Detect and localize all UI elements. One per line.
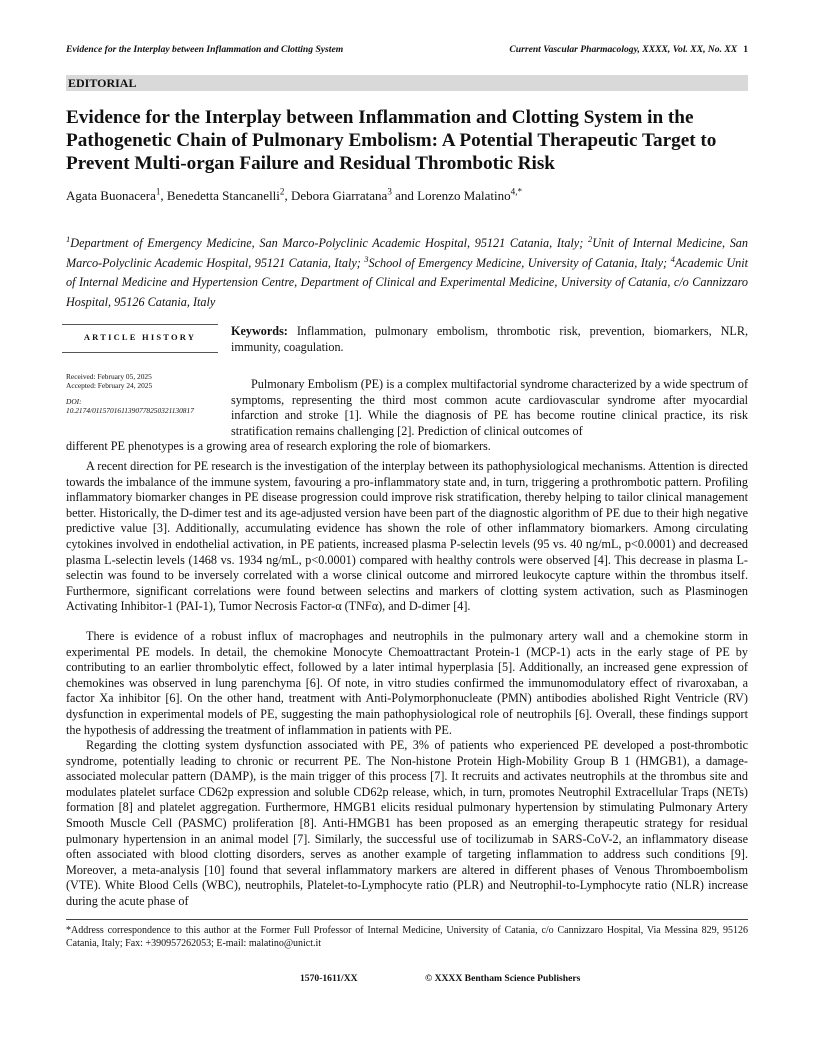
paragraph-4: Regarding the clotting system dysfunction associated with PE, 3% of patients who experienced PE developed a post-thrombotic syndrome, potentially leading to chronic or recurrent PE. The Non-histone Protein High-Mobility Group B 1 (HMGB1), a damage-associated molecular pattern (DAMP), is the main trigger of this process [7]. It recruits and activates neutrophils at the thrombus site and modulates platelet surface CD62p expression and soluble CD62p release, which, in turn, promotes Neutrophil Extracellular Traps (NETs) formation [8] and platelet aggregation. Furthermore, HMGB1 elicits residual pulmonary hypertension by stimulating Pulmonary Artery Smooth Muscle Cell (PASMC) proliferation [8]. Anti-HMGB1 has been proposed as an emerging therapeutic strategy for residual pulmonary hypertension in an animal model [7]. Similarly, the successful use of tocilizumab in SARS-CoV-2, an inflammatory disease often associated with blood clotting disorders, serves as another example of targeting inflammation to address such conditions [9]. Moreover, a meta-analysis [10] found that several inflammatory markers are altered in different phases of Venous Thromboembolism (VTE). White Blood Cells (WBC), neutrophils, Platelet-to-Lymphocyte ratio (PLR) and Neutrophil-to-Lymphocyte ratio (NLR) increase during the acute phase of xyxy=(66,738,748,908)
affiliation-mark: 1 xyxy=(66,233,71,244)
author-name: Benedetta Stancanelli xyxy=(166,188,280,203)
keywords xyxy=(231,324,748,355)
copyright: © XXXX Bentham Science Publishers xyxy=(425,973,581,984)
author-affiliation-mark: 3 xyxy=(387,186,392,197)
author-name: Lorenzo Malatino xyxy=(417,188,511,203)
accepted-date: Accepted: February 24, 2025 xyxy=(66,381,153,390)
author-name: Debora Giarratana xyxy=(290,188,388,203)
affiliation-mark: 2 xyxy=(587,233,593,244)
affiliation-text: Unit of Internal Medicine, San Marco-Polyclinic Academic Hospital, 95121 Catania, Italy; xyxy=(66,236,748,270)
keywords-text: Inflammation, pulmonary embolism, thrombotic risk, prevention, biomarkers, NLR, immunity, coagulation. xyxy=(231,324,749,354)
received-date: Received: February 05, 2025 xyxy=(66,372,152,381)
author-separator: and xyxy=(391,188,418,203)
paragraph-2: A recent direction for PE research is the investigation of the interplay between its pathophysiological mechanisms. Attention is directed towards the imbalance of the immune system, favouring a pro-inflammatory state and, in turn, triggering a prothrombotic pattern. Profiling inflammatory biomarker changes in PE disease progression could improve risk stratification, thereby helping to tailor clinical management better. Historically, the D-dimer test and its age-adjusted version have been part of the diagnostic algorithm of PE due to their high negative predictive value [3]. Additionally, accumulating evidence has shown the role of other inflammatory biomarkers. Among circulating cytokines involved in endothelial activation, in PE patients, increased plasma P-selectin levels (95 vs. 40 ng/mL, p<0.0001) and decreased plasma L-selectin levels (1468 vs. 1934 ng/mL, p<0.0001) compared with healthy controls were observed [4]. This decrease in plasma L-selectin was found to be inversely correlated with a worse clinical outcome and mirrored leukocyte capture within the thrombus itself. Furthermore, significant correlations were found between selectins and markers of clotting system activation, such as Plasminogen Activating Inhibitor-1 (PAI-1), Tumor Necrosis Factor-α (TNFα), and D-dimer [4]. xyxy=(66,459,748,614)
author-list xyxy=(66,188,748,204)
page-number: 1 xyxy=(743,44,748,55)
journal-citation: Current Vascular Pharmacology, XXXX, Vol. XX, No. XX xyxy=(509,44,738,55)
doi-label: DOI: xyxy=(66,397,82,406)
running-header-journal xyxy=(509,44,748,55)
author-separator: , xyxy=(284,188,291,203)
running-header-title: Evidence for the Interplay between Inflammation and Clotting System xyxy=(66,44,344,55)
article-title: Evidence for the Interplay between Inflammation and Clotting System in the Pathogenetic Chain of Pulmonary Embolism: A Potential Therapeutic Target to Prevent Multi-organ Failure and Residual Thrombotic Risk xyxy=(66,107,717,174)
affiliation-text: Academic Unit of Internal Medicine and Hypertension Centre, Department of Clinical and Experimental Medicine, University of Catania, c/o Cannizzaro Hospital, 95126 Catania, Italy xyxy=(66,255,748,309)
author-affiliation-mark: 4,* xyxy=(510,186,523,197)
article-history-heading: ARTICLE HISTORY xyxy=(83,332,197,342)
affiliation-mark: 4 xyxy=(670,253,675,264)
author-affiliation-mark: 2 xyxy=(279,186,285,197)
keywords-label: Keywords: xyxy=(231,324,288,338)
affiliation-text: School of Emergency Medicine, University of Catania, Italy; xyxy=(368,255,671,270)
footnote-rule xyxy=(66,919,748,920)
history-top-rule xyxy=(62,324,218,325)
author-name: Agata Buonacera xyxy=(66,188,156,203)
affiliation-text: Department of Emergency Medicine, San Marco-Polyclinic Academic Hospital, 95121 Catania, Italy; xyxy=(70,236,588,250)
affiliations xyxy=(66,234,748,312)
issn: 1570-1611/XX xyxy=(300,973,358,984)
author-separator: , xyxy=(160,188,167,203)
affiliation-mark: 3 xyxy=(364,253,369,264)
correspondence-footnote: *Address correspondence to this author at the Former Full Professor of Internal Medicine, University of Catania, c/o Cannizzaro Hospital, Via Messina 829, 95126 Catania, Italy; Fax: +390957262053; E-mail: malatino@unict.it xyxy=(66,925,748,949)
doi-link[interactable]: 10.2174/0115701611390778250321130817 xyxy=(66,406,194,415)
paragraph-3: There is evidence of a robust influx of macrophages and neutrophils in the pulmonary artery wall and a chemokine storm in experimental PE models. In detail, the chemokine Monocyte Chemoattractant Protein-1 (MCP-1) acts in the early stage of PE by contributing to an earlier thrombolytic effect, followed by a later intimal hyperplasia [5]. Additionally, an increased gene expression of chemokines was observed in lung parenchyma [6]. Of note, in vitro studies confirmed the immunomodulatory effect of rivaroxaban, a factor Xa inhibitor [6]. On the other hand, treatment with Anti-Polymorphonucleate (PMN) antibodies abolished Right Ventricle (RV) dysfunction in experimental models of PE, suggesting the main pathophysiological role of neutrophils [6]. Overall, these findings support the hypothesis of addressing the treatment of inflammation in patients with PE. xyxy=(66,629,748,737)
section-label: EDITORIAL xyxy=(66,75,748,91)
paragraph-1-continuation: different PE phenotypes is a growing area of research exploring the role of biomarkers. xyxy=(66,439,491,453)
paragraph-1-column: Pulmonary Embolism (PE) is a complex multifactorial syndrome characterized by a wide spectrum of symptoms, representing the third most common acute cardiovascular syndrome after myocardial infarction and stroke [1]. While the diagnosis of PE has become routine clinical practice, its risk stratification remains challenging [2]. Prediction of clinical outcomes of xyxy=(231,377,748,438)
author-affiliation-mark: 1 xyxy=(155,186,161,197)
history-bottom-rule xyxy=(62,352,218,353)
